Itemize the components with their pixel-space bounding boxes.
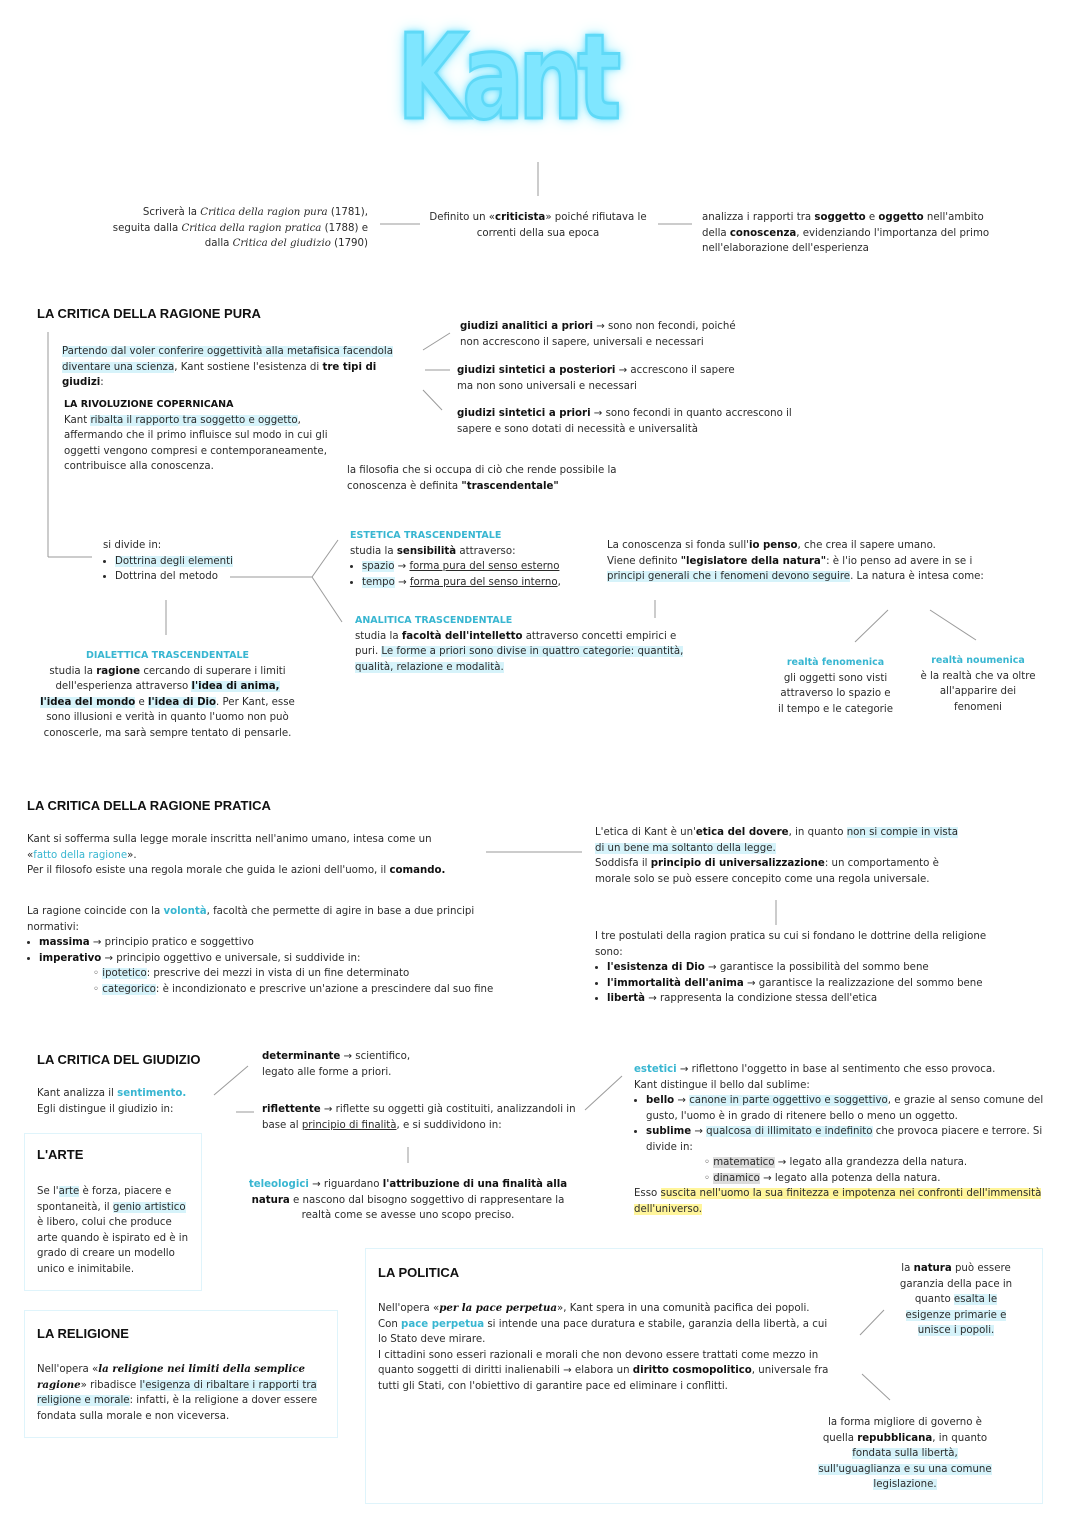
giudizio-riflettente: riflettente → riflette su oggetti già costituiti, analizzandoli in base al principio di finalità, e si suddividono in: — [262, 1104, 576, 1131]
giudizi-analitici: giudizi analitici a priori → sono non fecondi, poiché non accrescono il sapere, universali e necessari — [460, 321, 736, 348]
giudizi-estetici: estetici → riflettono l'oggetto in base al sentimento che esso provoca. Kant distingue il bello dal sublime: • bello → canone in parte oggettivo e soggettivo, e grazie al senso comune del gusto, l'uomo è in grado di ritenere bello o meno un oggetto. • sublime → qualcosa di illimitato e indefinito che provoca piacere e terrore. Si divide in: ◦ matematico → legato alla grandezza della natura. ◦ dinamico → legato alla potenza della natura. Esso suscita nell'uomo la sua finitezza e impotenza nei confronti dell'immensità dell'universo. — [634, 1062, 1049, 1217]
estetica-trascendentale: ESTETICA TRASCENDENTALE studia la sensibilità attraverso: • spazio → forma pura del senso esterno • tempo → forma pura del senso interno, — [350, 528, 580, 590]
intro-works: Scriverà la Critica della ragion pura (1781), seguita dalla Critica della ragion pratica (1788) e dalla Critica del giudizio (1790) — [112, 207, 368, 249]
estetica-title: ESTETICA TRASCENDENTALE — [350, 530, 502, 541]
list-item: • l'immortalità dell'anima → garantisce la realizzazione del sommo bene — [607, 976, 995, 992]
rivoluzione-copernicana: LA RIVOLUZIONE COPERNICANA Kant ribalta il rapporto tra soggetto e oggetto, affermando che il primo influisce sul modo in cui gli oggetti vengono compresi e contemporaneamente, contribuisce alla conoscenza. — [64, 397, 342, 475]
section-heading-pratica: LA CRITICA DELLA RAGIONE PRATICA — [27, 798, 271, 813]
religione-heading: LA RELIGIONE — [37, 1326, 129, 1341]
list-item: • libertà → rappresenta la condizione stessa dell'etica — [607, 991, 995, 1007]
analitica-title: ANALITICA TRASCENDENTALE — [355, 615, 513, 626]
giudizi-sintetici-posteriori: giudizi sintetici a posteriori → accrescono il sapere ma non sono universali e necessari — [457, 365, 735, 392]
arte-box — [24, 1133, 202, 1291]
analitica-trascendentale: ANALITICA TRASCENDENTALE studia la facoltà dell'intelletto attraverso concetti empirici e puri. Le forme a priori sono divise in quattro categorie: quantità, qualità, relazione e modalità. — [355, 615, 684, 673]
politica-governo: la forma migliore di governo è quella repubblicana, in quanto fondata sulla libertà, sull'uguaglianza e su una comune legislazione. — [818, 1417, 992, 1490]
section-heading-giudizio: LA CRITICA DEL GIUDIZIO — [37, 1052, 201, 1067]
realta-fenomenica: realtà fenomenica gli oggetti sono visti attraverso lo spazio e il tempo e le categorie — [778, 657, 893, 715]
volonta-principi: La ragione coincide con la volontà, facoltà che permette di agire in base a due principi normativi: • massima → principio pratico e soggettivo • imperativo → principio oggettivo e universale, si suddivide in: ◦ ipotetico: prescrive dei mezzi in vista di un fine determinato ◦ categorico: è incondizionato e prescrive un'azione a prescindere dal suo fine — [27, 904, 507, 997]
postulati: I tre postulati della ragion pratica su cui si fondano le dottrine della religione sono: • l'esistenza di Dio → garantisce la possibilità del sommo bene • l'immortalità dell'anima → garantisce la realizzazione del sommo bene • libertà → rappresenta la condizione stessa dell'etica — [595, 929, 995, 1007]
politica-natura: la natura può essere garanzia della pace in quanto esalta le esigenze primarie e unisce i popoli. — [899, 1263, 1013, 1336]
intro-analisi: analizza i rapporti tra soggetto e oggetto nell'ambito della conoscenza, evidenziando l'importanza del primo nell'elaborazione dell'esperienza — [702, 212, 990, 254]
politica-box — [365, 1248, 1043, 1504]
io-penso: La conoscenza si fonda sull'io penso, che crea il sapere umano. Viene definito "legislatore della natura": è l'io penso ad avere in se i principi generali che i fenomeni devono seguire. La natura è intesa come: — [607, 540, 984, 582]
arte-text: Se l'arte è forza, piacere e spontaneità, il genio artistico è libero, colui che produce arte quando è ispirato ed è in grado di creare un modello unico e inimitabile. — [37, 1186, 189, 1275]
div-label: si divide in: — [103, 540, 162, 551]
giudizio-determinante: determinante → scientifico, legato alle forme a priori. — [262, 1051, 411, 1078]
pratica-legge-morale: Kant si sofferma sulla legge morale inscritta nell'animo umano, intesa come un «fatto della ragione». Per il filosofo esiste una regola morale che guida le azioni dell'uomo, il comando. — [27, 834, 446, 876]
arte-heading: L'ARTE — [37, 1147, 84, 1162]
religione-text: Nell'opera «la religione nei limiti della semplice ragione» ribadisce l'esigenza di ribaltare i rapporti tra religione e morale: infatti, è la religione a dover essere fondata sulla morale e non viceversa. — [37, 1363, 318, 1422]
politica-heading: LA POLITICA — [378, 1265, 460, 1280]
politica-text: Nell'opera «per la pace perpetua», Kant spera in una comunità pacifica dei popoli. Con pace perpetua si intende una pace duratura e stabile, garanzia della libertà, a cui lo Stato deve mirare. I cittadini sono esseri razionali e morali che non devono essere trattati come mezzo in quanto soggetti di diritti inalienabili → elabora un diritto cosmopolitico, universale fra tutti gli Stati, con l'obiettivo di garantire pace ed eliminare i conflitti. — [378, 1302, 829, 1392]
giudizio-intro: Kant analizza il sentimento. Egli distingue il giudizio in: — [37, 1088, 187, 1115]
dialettica-title: DIALETTICA TRASCENDENTALE — [85, 650, 250, 661]
list-item: Dottrina del metodo — [115, 571, 218, 582]
page-title: Kant — [397, 8, 615, 146]
dialettica-trascendentale: DIALETTICA TRASCENDENTALE studia la ragione cercando di superare i limiti dell'esperienza attraverso l'idea di anima, l'idea del mondo e l'idea di Dio. Per Kant, esse sono illusioni e verità in quanto l'uomo non può conoscerle, ma sarà sempre tentato di pensarle. — [40, 650, 295, 739]
dottrine-list — [103, 538, 233, 585]
list-item: • l'esistenza di Dio → garantisce la possibilità del sommo bene — [607, 960, 995, 976]
noumenica-title: realtà noumenica — [931, 655, 1025, 666]
etica-dovere: L'etica di Kant è un'etica del dovere, in quanto non si compie in vista di un bene ma soltanto della legge. Soddisfa il principio di universalizzazione: un comportamento è morale solo se può essere concepito come una regola universale. — [595, 827, 958, 885]
intro-criticista: Definito un «criticista» poiché rifiutava le correnti della sua epoca — [429, 212, 647, 239]
trascendentale-def: la filosofia che si occupa di ciò che rende possibile la conoscenza è definita "trascendentale" — [347, 465, 617, 492]
religione-box — [24, 1310, 338, 1438]
list-item: Dottrina degli elementi — [115, 555, 233, 567]
fenomenica-title: realtà fenomenica — [786, 657, 885, 668]
giudizi-teleologici: teleologici → riguardano l'attribuzione di una finalità alla natura e nascono dal bisogno soggettivo di rappresentare la realtà come se avesse uno scopo preciso. — [248, 1179, 568, 1221]
giudizi-sintetici-priori: giudizi sintetici a priori → sono fecondi in quanto accrescono il sapere e sono dotati di necessità e universalità — [457, 408, 792, 435]
section-heading-pura: LA CRITICA DELLA RAGIONE PURA — [37, 306, 261, 321]
realta-noumenica: realtà noumenica è la realtà che va oltre all'apparire dei fenomeni — [918, 653, 1038, 715]
rivoluzione-title: LA RIVOLUZIONE COPERNICANA — [64, 399, 234, 410]
pura-intro: Partendo dal voler conferire oggettività alla metafisica facendola diventare una scienza, Kant sostiene l'esistenza di tre tipi di giudizi: — [62, 346, 393, 388]
